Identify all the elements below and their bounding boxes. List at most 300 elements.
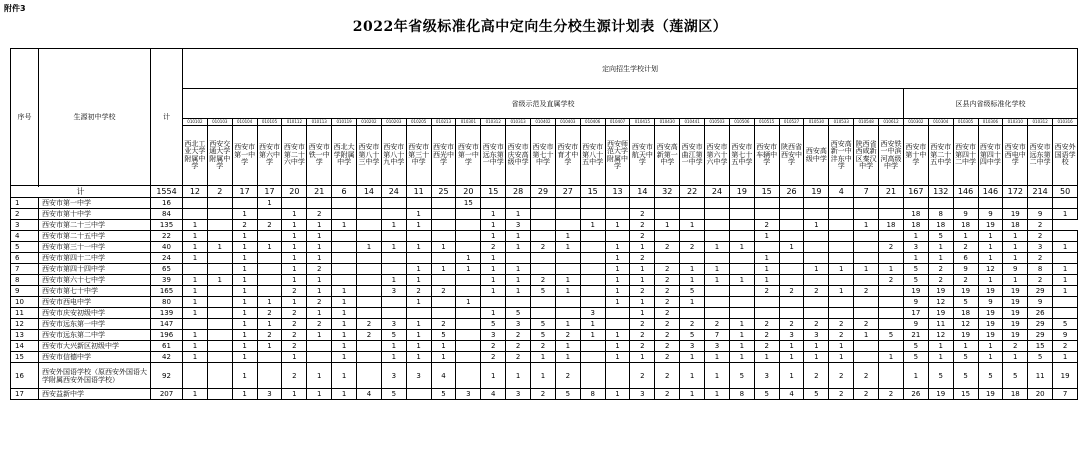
quota-cell: 2 xyxy=(754,330,779,341)
quota-cell: 2 xyxy=(531,341,556,352)
row-school-name: 西安市第十中学 xyxy=(39,209,151,220)
school-name: 西安市远东第一中学 xyxy=(481,126,506,186)
row-total-cell: 92 xyxy=(151,363,183,389)
quota-cell: 12 xyxy=(928,330,953,341)
quota-cell xyxy=(829,220,854,231)
quota-cell: 1 xyxy=(754,352,779,363)
quota-cell: 1 xyxy=(829,341,854,352)
quota-cell xyxy=(879,253,904,264)
total-cell: 22 xyxy=(680,186,705,198)
quota-cell: 1 xyxy=(729,330,754,341)
quota-cell xyxy=(779,264,804,275)
quota-cell xyxy=(531,264,556,275)
quota-cell: 2 xyxy=(531,275,556,286)
school-name: 西北大学附属中学 xyxy=(332,126,357,186)
quota-cell xyxy=(257,264,282,275)
quota-cell xyxy=(804,231,829,242)
quota-cell: 1 xyxy=(705,389,730,400)
school-code: 010515 xyxy=(754,119,779,126)
total-cell: 13 xyxy=(605,186,630,198)
grand-total-cell: 1554 xyxy=(151,186,183,198)
quota-cell: 3 xyxy=(381,319,406,330)
total-cell: 26 xyxy=(779,186,804,198)
quota-cell: 1 xyxy=(754,253,779,264)
quota-cell xyxy=(580,242,605,253)
quota-cell: 19 xyxy=(953,330,978,341)
total-cell: 32 xyxy=(655,186,680,198)
quota-cell xyxy=(729,253,754,264)
quota-cell xyxy=(456,209,481,220)
school-code: 010406 xyxy=(580,119,605,126)
quota-cell: 19 xyxy=(978,286,1003,297)
quota-cell xyxy=(729,308,754,319)
quota-cell: 15 xyxy=(953,389,978,400)
quota-cell xyxy=(431,308,456,319)
quota-cell: 1 xyxy=(406,275,431,286)
quota-cell: 3 xyxy=(1028,242,1053,253)
quota-cell xyxy=(332,209,357,220)
school-code: 010530 xyxy=(804,119,829,126)
quota-cell: 2 xyxy=(630,253,655,264)
quota-cell: 1 xyxy=(605,275,630,286)
quota-cell xyxy=(207,264,232,275)
quota-cell: 1 xyxy=(232,363,257,389)
quota-cell: 1 xyxy=(282,231,307,242)
quota-cell: 1 xyxy=(978,242,1003,253)
quota-cell: 2 xyxy=(232,220,257,231)
quota-cell: 1 xyxy=(232,286,257,297)
quota-cell xyxy=(506,198,531,209)
quota-cell xyxy=(431,275,456,286)
quota-cell: 5 xyxy=(903,264,928,275)
quota-cell xyxy=(307,352,332,363)
table-row xyxy=(11,341,1078,352)
quota-cell: 29 xyxy=(1028,319,1053,330)
quota-cell: 5 xyxy=(381,389,406,400)
total-cell: 50 xyxy=(1053,186,1078,198)
quota-cell: 1 xyxy=(232,330,257,341)
quota-cell: 1 xyxy=(183,330,208,341)
quota-cell xyxy=(779,231,804,242)
quota-cell xyxy=(183,264,208,275)
quota-cell: 1 xyxy=(555,319,580,330)
table-row xyxy=(11,389,1078,400)
quota-cell: 1 xyxy=(307,286,332,297)
row-total-cell: 16 xyxy=(151,198,183,209)
quota-cell: 19 xyxy=(953,286,978,297)
quota-cell xyxy=(456,220,481,231)
quota-cell: 2 xyxy=(655,341,680,352)
quota-cell xyxy=(978,198,1003,209)
quota-cell xyxy=(804,198,829,209)
quota-cell: 19 xyxy=(928,389,953,400)
quota-cell: 2 xyxy=(1053,341,1078,352)
quota-cell: 1 xyxy=(705,363,730,389)
quota-cell xyxy=(605,319,630,330)
quota-cell: 1 xyxy=(605,389,630,400)
quota-cell xyxy=(680,231,705,242)
quota-cell xyxy=(854,209,879,220)
row-seq: 12 xyxy=(11,319,39,330)
quota-cell xyxy=(456,363,481,389)
quota-cell: 1 xyxy=(307,330,332,341)
school-code: 010104 xyxy=(232,119,257,126)
table-row xyxy=(11,308,1078,319)
quota-cell: 19 xyxy=(978,308,1003,319)
quota-cell xyxy=(879,363,904,389)
quota-cell xyxy=(729,220,754,231)
row-seq: 4 xyxy=(11,231,39,242)
quota-cell: 1 xyxy=(854,220,879,231)
quota-cell: 1 xyxy=(481,231,506,242)
quota-cell xyxy=(804,297,829,308)
quota-cell xyxy=(879,286,904,297)
quota-cell: 1 xyxy=(431,242,456,253)
quota-cell xyxy=(381,209,406,220)
quota-cell xyxy=(431,209,456,220)
quota-cell: 3 xyxy=(903,242,928,253)
quota-cell: 9 xyxy=(1028,297,1053,308)
total-cell: 24 xyxy=(705,186,730,198)
quota-cell xyxy=(183,363,208,389)
quota-cell: 1 xyxy=(381,275,406,286)
quota-cell: 1 xyxy=(804,352,829,363)
quota-cell xyxy=(580,286,605,297)
school-name: 西安市曲江第一中学 xyxy=(680,126,705,186)
total-cell: 15 xyxy=(754,186,779,198)
quota-cell: 19 xyxy=(978,220,1003,231)
quota-cell: 9 xyxy=(1053,330,1078,341)
quota-cell xyxy=(829,242,854,253)
quota-cell: 1 xyxy=(282,297,307,308)
quota-cell: 2 xyxy=(655,319,680,330)
quota-cell: 2 xyxy=(282,286,307,297)
quota-cell: 2 xyxy=(655,275,680,286)
quota-cell: 1 xyxy=(456,264,481,275)
school-name: 西安市第二十六中学 xyxy=(282,126,307,186)
quota-cell: 2 xyxy=(630,286,655,297)
quota-cell xyxy=(531,297,556,308)
table-row xyxy=(11,297,1078,308)
quota-cell: 2 xyxy=(779,319,804,330)
table-row xyxy=(11,319,1078,330)
quota-cell xyxy=(481,297,506,308)
row-total-cell: 65 xyxy=(151,264,183,275)
quota-cell: 1 xyxy=(729,341,754,352)
quota-cell xyxy=(207,319,232,330)
quota-cell: 11 xyxy=(928,319,953,330)
seq-header: 序号 xyxy=(11,49,39,186)
quota-cell xyxy=(183,319,208,330)
quota-cell xyxy=(1053,297,1078,308)
quota-cell: 1 xyxy=(232,209,257,220)
quota-cell: 1 xyxy=(232,352,257,363)
quota-cell xyxy=(854,198,879,209)
quota-cell xyxy=(1053,253,1078,264)
quota-cell: 1 xyxy=(978,231,1003,242)
quota-cell xyxy=(207,209,232,220)
group-provincial-header: 省级示范及直属学校 xyxy=(183,89,904,119)
quota-cell: 3 xyxy=(406,363,431,389)
quota-cell: 1 xyxy=(555,352,580,363)
quota-cell: 2 xyxy=(804,319,829,330)
quota-cell xyxy=(903,198,928,209)
quota-cell xyxy=(655,253,680,264)
quota-cell: 17 xyxy=(903,308,928,319)
quota-cell xyxy=(257,275,282,286)
quota-cell: 1 xyxy=(207,242,232,253)
quota-cell: 1 xyxy=(431,352,456,363)
quota-cell xyxy=(332,264,357,275)
quota-cell xyxy=(754,209,779,220)
school-name: 西安外国语学校 xyxy=(1053,126,1078,186)
quota-cell: 18 xyxy=(1003,220,1028,231)
quota-cell: 18 xyxy=(903,220,928,231)
quota-cell: 2 xyxy=(630,363,655,389)
quota-cell: 1 xyxy=(829,286,854,297)
quota-cell xyxy=(531,308,556,319)
quota-cell: 1 xyxy=(481,220,506,231)
quota-cell xyxy=(357,308,382,319)
quota-cell: 2 xyxy=(282,341,307,352)
quota-cell xyxy=(1053,231,1078,242)
row-total-cell: 40 xyxy=(151,242,183,253)
row-school-name: 西安市西电中学 xyxy=(39,297,151,308)
attachment-label: 附件3 xyxy=(4,4,26,13)
quota-cell xyxy=(555,297,580,308)
quota-cell xyxy=(555,198,580,209)
quota-cell: 2 xyxy=(431,286,456,297)
row-total-cell: 165 xyxy=(151,286,183,297)
school-name: 西安市车辆中学 xyxy=(754,126,779,186)
quota-cell: 1 xyxy=(332,319,357,330)
quota-cell: 1 xyxy=(232,308,257,319)
quota-cell xyxy=(854,341,879,352)
school-code: 010503 xyxy=(705,119,730,126)
quota-cell: 1 xyxy=(928,341,953,352)
quota-cell: 26 xyxy=(1028,308,1053,319)
quota-cell xyxy=(357,220,382,231)
quota-cell xyxy=(183,209,208,220)
row-total-cell: 42 xyxy=(151,352,183,363)
quota-cell: 3 xyxy=(779,330,804,341)
quota-cell: 1 xyxy=(804,264,829,275)
quota-cell xyxy=(232,198,257,209)
quota-cell: 1 xyxy=(680,264,705,275)
quota-cell: 1 xyxy=(232,341,257,352)
quota-cell xyxy=(257,209,282,220)
quota-cell: 5 xyxy=(680,286,705,297)
row-school-name: 西安市第六十七中学 xyxy=(39,275,151,286)
plan-table xyxy=(10,48,1078,400)
quota-cell: 3 xyxy=(456,389,481,400)
quota-cell: 5 xyxy=(531,286,556,297)
table-row xyxy=(11,330,1078,341)
quota-cell xyxy=(829,308,854,319)
quota-cell xyxy=(207,341,232,352)
quota-cell xyxy=(381,264,406,275)
quota-cell xyxy=(754,308,779,319)
row-seq: 13 xyxy=(11,330,39,341)
quota-cell: 2 xyxy=(754,220,779,231)
school-name: 西安市第八十九中学 xyxy=(381,126,406,186)
quota-cell: 1 xyxy=(307,220,332,231)
school-name: 西安市铁一中学 xyxy=(307,126,332,186)
school-code: 010113 xyxy=(307,119,332,126)
quota-cell: 1 xyxy=(680,297,705,308)
quota-cell: 1 xyxy=(232,319,257,330)
quota-cell xyxy=(779,198,804,209)
quota-cell: 1 xyxy=(555,341,580,352)
quota-cell: 9 xyxy=(1003,264,1028,275)
quota-cell: 21 xyxy=(903,330,928,341)
quota-cell xyxy=(705,220,730,231)
quota-cell: 1 xyxy=(754,264,779,275)
quota-cell: 1 xyxy=(903,363,928,389)
quota-cell: 1 xyxy=(257,319,282,330)
quota-cell xyxy=(729,264,754,275)
row-school-name: 西安市庆安初级中学 xyxy=(39,308,151,319)
quota-cell: 2 xyxy=(655,330,680,341)
row-total-cell: 84 xyxy=(151,209,183,220)
quota-cell: 1 xyxy=(531,363,556,389)
table-row xyxy=(11,220,1078,231)
quota-cell: 2 xyxy=(555,330,580,341)
quota-cell: 18 xyxy=(879,220,904,231)
quota-cell xyxy=(680,308,705,319)
quota-cell: 1 xyxy=(456,253,481,264)
quota-cell xyxy=(854,297,879,308)
quota-cell: 1 xyxy=(307,253,332,264)
quota-cell xyxy=(879,209,904,220)
quota-cell: 1 xyxy=(282,264,307,275)
row-seq: 15 xyxy=(11,352,39,363)
quota-cell: 18 xyxy=(928,220,953,231)
table-row xyxy=(11,242,1078,253)
quota-cell: 2 xyxy=(357,330,382,341)
row-seq: 1 xyxy=(11,198,39,209)
row-seq: 16 xyxy=(11,363,39,389)
school-name: 西安市西电中学 xyxy=(1003,126,1028,186)
quota-cell: 1 xyxy=(431,264,456,275)
quota-cell xyxy=(729,286,754,297)
table-row xyxy=(11,363,1078,389)
quota-cell: 1 xyxy=(1003,242,1028,253)
quota-cell xyxy=(829,275,854,286)
quota-cell: 9 xyxy=(978,209,1003,220)
quota-cell xyxy=(257,231,282,242)
quota-cell: 2 xyxy=(928,264,953,275)
table-row xyxy=(11,264,1078,275)
quota-cell: 1 xyxy=(332,352,357,363)
quota-cell xyxy=(207,330,232,341)
quota-cell: 1 xyxy=(183,220,208,231)
quota-cell: 1 xyxy=(406,319,431,330)
total-cell: 15 xyxy=(481,186,506,198)
row-seq: 5 xyxy=(11,242,39,253)
quota-cell xyxy=(307,341,332,352)
quota-cell: 2 xyxy=(655,363,680,389)
quota-cell: 26 xyxy=(903,389,928,400)
quota-cell: 1 xyxy=(506,242,531,253)
quota-cell xyxy=(307,198,332,209)
quota-cell: 1 xyxy=(605,341,630,352)
quota-cell: 1 xyxy=(183,297,208,308)
quota-cell xyxy=(605,308,630,319)
row-seq: 17 xyxy=(11,389,39,400)
quota-cell xyxy=(854,352,879,363)
total-cell: 27 xyxy=(555,186,580,198)
quota-cell: 2 xyxy=(630,209,655,220)
quota-cell xyxy=(580,198,605,209)
quota-cell: 2 xyxy=(854,286,879,297)
quota-cell xyxy=(257,253,282,264)
quota-cell: 2 xyxy=(655,264,680,275)
quota-cell: 1 xyxy=(879,352,904,363)
quota-cell: 1 xyxy=(481,264,506,275)
quota-cell: 1 xyxy=(332,341,357,352)
school-code: 010304 xyxy=(928,119,953,126)
quota-cell: 7 xyxy=(705,330,730,341)
quota-cell xyxy=(207,253,232,264)
quota-cell: 2 xyxy=(531,242,556,253)
quota-cell: 5 xyxy=(953,352,978,363)
quota-cell xyxy=(854,231,879,242)
quota-cell: 1 xyxy=(481,275,506,286)
quota-cell: 2 xyxy=(655,297,680,308)
quota-cell: 19 xyxy=(978,330,1003,341)
quota-cell: 1 xyxy=(282,209,307,220)
quota-cell: 2 xyxy=(630,319,655,330)
quota-cell: 2 xyxy=(630,341,655,352)
row-seq: 2 xyxy=(11,209,39,220)
quota-cell xyxy=(580,363,605,389)
total-cell: 6 xyxy=(332,186,357,198)
quota-cell xyxy=(680,209,705,220)
quota-cell xyxy=(357,286,382,297)
quota-cell: 1 xyxy=(605,220,630,231)
quota-cell: 5 xyxy=(978,363,1003,389)
quota-cell: 1 xyxy=(357,242,382,253)
table-row xyxy=(11,275,1078,286)
quota-cell: 5 xyxy=(928,231,953,242)
quota-cell: 15 xyxy=(1028,341,1053,352)
quota-cell: 1 xyxy=(804,341,829,352)
quota-cell: 2 xyxy=(804,363,829,389)
quota-cell: 2 xyxy=(953,242,978,253)
quota-cell: 8 xyxy=(928,209,953,220)
school-code: 010213 xyxy=(431,119,456,126)
quota-cell xyxy=(406,389,431,400)
school-name: 西北工业大学附属中学 xyxy=(183,126,208,186)
quota-cell: 1 xyxy=(332,220,357,231)
quota-cell: 2 xyxy=(282,308,307,319)
quota-cell: 4 xyxy=(779,389,804,400)
quota-cell: 1 xyxy=(232,231,257,242)
quota-cell xyxy=(406,198,431,209)
school-code: 010112 xyxy=(282,119,307,126)
school-name: 西安市航天中学 xyxy=(630,126,655,186)
quota-cell: 2 xyxy=(879,242,904,253)
quota-cell: 1 xyxy=(978,341,1003,352)
quota-cell: 1 xyxy=(630,275,655,286)
total-cell: 132 xyxy=(928,186,953,198)
quota-cell xyxy=(456,341,481,352)
total-cell: 19 xyxy=(729,186,754,198)
table-header xyxy=(11,49,1078,186)
quota-cell: 8 xyxy=(729,389,754,400)
quota-cell: 1 xyxy=(680,389,705,400)
